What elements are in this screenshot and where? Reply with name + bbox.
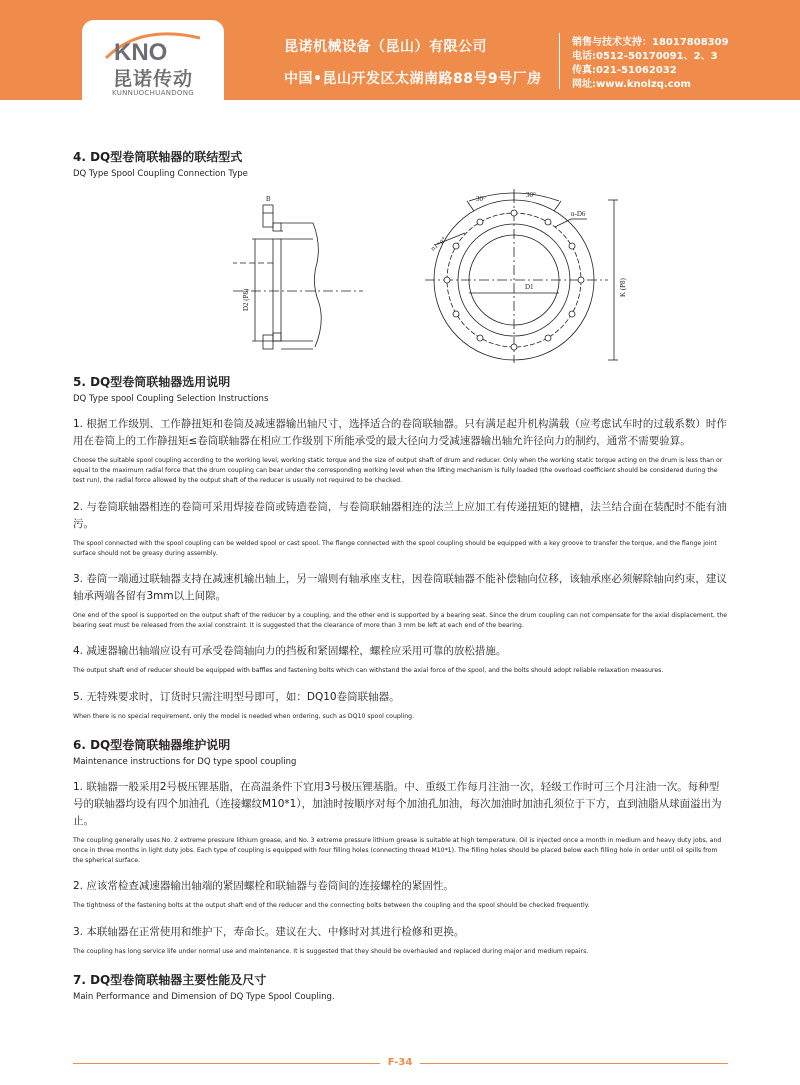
connection-diagram (73, 183, 728, 363)
section-6-title: 6. DQ型卷筒联轴器维护说明 (73, 737, 231, 752)
maintenance-item-3-en: The coupling has long service life under normal use and maintenance. It is suggested that they should be overhauled and replaced during major and medium repairs. (73, 947, 589, 955)
footer-line-right (420, 1063, 728, 1064)
selection-item-5-en: When there is no special requirement, only the model is needed when ordering, such as DQ10 spool coupling. (73, 712, 415, 720)
logo (82, 20, 224, 102)
selection-item-4-en: The output shaft end of reducer should be equipped with baffles and fastening bolts which can withstand the axial force of the spool, and the bolts should adopt reliable relaxation measures. (73, 667, 664, 675)
d1-label: D1 (525, 283, 534, 291)
section-4-title: 4. DQ型卷筒联轴器的联结型式 (73, 150, 243, 164)
section-5-subtitle: DQ Type spool Coupling Selection Instructions (73, 394, 269, 404)
maintenance-item-2-en: The tightness of the fastening bolts at the output shaft end of the reducer and the connecting bolts between the coupling and the spool should be checked frequently. (73, 902, 590, 910)
company-name: 昆诺机械设备（昆山）有限公司 (284, 39, 487, 55)
section-7-subtitle: Main Performance and Dimension of DQ Type Spool Coupling. (73, 991, 335, 1002)
logo-mark (100, 30, 206, 64)
selection-item-2-cn: 2. 与卷筒联轴器相连的卷筒可采用焊接卷筒或铸造卷筒，与卷筒联轴器相连的法兰上应加工有传递扭矩的键槽，法兰结合面在装配时不能有油污。 (73, 500, 727, 530)
maintenance-item-1-en: The coupling generally uses No. 2 extreme pressure lithium grease, and No. 3 extreme pressure lithium grease is suitable at high temperature. Oil is injected once a month in medium and heavy duty jobs, and once in three months in light duty jobs. Each type of coupling is equipped with four filling holes (connecting thread M10*1). The filling holes should be placed below each filling hole in order until oil spills from the spherical surface. (73, 836, 722, 865)
maintenance-item-3-cn: 3. 本联轴器在正常使用和维护下，寿命长。建议在大、中修时对其进行检修和更换。 (73, 925, 465, 938)
selection-item-1-cn: 1. 根据工作级别、工作静扭矩和卷筒及减速器输出轴尺寸，选择适合的卷筒联轴器。只有满足起升机构满载（应考虑试车时的过载系数）时作用在卷筒上的工作静扭矩≤卷筒联轴器在相应工作级别下所能承受的最大径向力受减速器输出轴允许径向力的制约，通常不需要验算。 (73, 418, 727, 447)
sales-contact: 销售与技术支持：18017808309 (572, 37, 729, 48)
selection-item-2-en: The spool connected with the spool coupling can be welded spool or cast spool. The flange connected with the spool coupling should be equipped with a key groove to transfer the torque, and the flange joint surface should not be greasy during assembly. (73, 539, 717, 557)
page-number: F-34 (387, 1057, 413, 1068)
header-divider (559, 33, 560, 89)
d2-label: D2 (P8) (242, 288, 250, 311)
section-4-subtitle: DQ Type Spool Coupling Connection Type (73, 169, 248, 179)
selection-item-3-en: One end of the spool is supported on the output shaft of the reducer by a coupling, and the other end is supported by a bearing seat. Since the drum coupling can not compensate for the axial displacement, the bearing seat must be released from the axial constraint. It is suggested that the clearance of more than 3 mm be left at each end of the bearing. (73, 612, 728, 630)
selection-item-4-cn: 4. 减速器输出轴端应设有可承受卷筒轴向力的挡板和紧固螺栓，螺栓应采用可靠的放松措施。 (73, 645, 507, 658)
fax-contact: 传真:021-51062032 (572, 65, 677, 76)
nxa-label: n1×α° (429, 235, 448, 253)
k-label: K (P8) (619, 278, 627, 297)
page-content (73, 148, 728, 1002)
page-footer (0, 1057, 800, 1071)
angle-label-1: 30° (476, 195, 486, 203)
nd6-label: n-D6 (571, 210, 586, 218)
connection-drawing (73, 183, 728, 363)
section-5-title: 5. DQ型卷筒联轴器选用说明 (73, 375, 231, 389)
angle-label-2: 30° (526, 191, 536, 199)
website-contact: 网址:www.knolzq.com (572, 79, 691, 90)
b-label: B (266, 195, 271, 203)
flange-bottom (263, 335, 273, 349)
selection-item-3-cn: 3. 卷筒一端通过联轴器支持在减速机输出轴上，另一端则有轴承座支柱，因卷筒联轴器不能补偿轴向位移，该轴承座必须解除轴向约束，建议轴承两端各留有3mm以上间隙。 (73, 573, 727, 603)
svg-text:KNO: KNO (114, 39, 168, 64)
maintenance-item-1-cn: 1. 联轴器一般采用2号极压锂基脂，在高温条件下宜用3号极压锂基脂。中、重级工作每月注油一次，轻级工作时可三个月注油一次。每种型号的联轴器均设有四个加油孔（连接螺纹M10*1），加油时按顺序对每个加油孔加油，每次加油时加油孔须位于下方，直到油脂从球面溢出为止。 (73, 780, 722, 827)
maintenance-item-2-cn: 2. 应该常检查减速器输出轴端的紧固螺栓和联轴器与卷筒间的连接螺栓的紧固性。 (73, 880, 454, 893)
footer-line-left (73, 1063, 380, 1064)
phone-contact: 电话:0512-50170091、2、3 (572, 51, 718, 62)
section-7-title: 7. DQ型卷筒联轴器主要性能及尺寸 (73, 972, 267, 987)
flange-top (263, 213, 273, 227)
logo-chinese-name: 昆诺传动 (112, 68, 193, 90)
selection-item-1-en: Choose the suitable spool coupling according to the working level, working static torque and the size of output shaft of drum and reducer. Only when the working static torque acting on the drum is less than or equal to the maximum radial force that the drum coupling can bear under the corresponding working level when the lifting mechanism is fully loaded (the overload coefficient should be considered during the test run), the radial force allowed by the output shaft of the reducer is usually not required to be checked. (73, 457, 723, 485)
page-header (0, 0, 800, 100)
selection-item-5-cn: 5. 无特殊要求时，订货时只需注明型号即可，如：DQ10卷筒联轴器。 (73, 690, 400, 703)
section-6-subtitle: Maintenance instructions for DQ type spool coupling (73, 756, 297, 767)
logo-english-name: KUNNUOCHUANDONG (112, 89, 194, 97)
company-address: 中国•昆山开发区太湖南路88号9号厂房 (284, 71, 542, 87)
